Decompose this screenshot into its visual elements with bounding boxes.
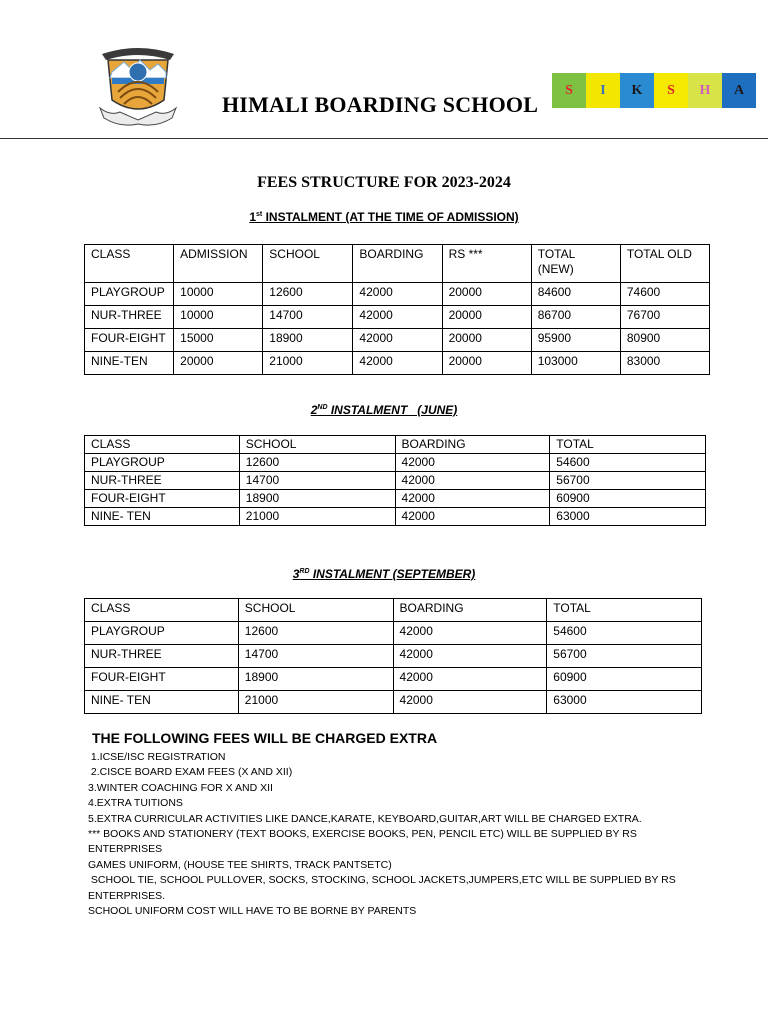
column-header: BOARDING [395, 436, 550, 454]
table-cell: 20000 [174, 352, 263, 375]
table-header-row [85, 599, 702, 622]
table-cell: NINE- TEN [85, 508, 240, 526]
list-item: *** BOOKS AND STATIONERY (TEXT BOOKS, EXERCISE BOOKS, PEN, PENCIL ETC) WILL BE SUPPLIED BY RS [88, 828, 637, 841]
siksha-letter-box: H [688, 73, 722, 108]
table-cell: 18900 [263, 329, 353, 352]
table-cell: 42000 [393, 622, 547, 645]
table-row [85, 691, 702, 714]
column-header: SCHOOL [238, 599, 393, 622]
school-name: HIMALI BOARDING SCHOOL [222, 92, 539, 117]
column-header: CLASS [85, 245, 174, 283]
instalment-2-title: 2ND INSTALMENT (JUNE) [310, 403, 458, 417]
table-cell: 80900 [620, 329, 709, 352]
table-row [85, 472, 706, 490]
column-header: ADMISSION [174, 245, 263, 283]
table-cell: 54600 [550, 454, 706, 472]
table-cell: 60900 [547, 668, 702, 691]
list-item: 4.EXTRA TUITIONS [88, 797, 183, 810]
table-cell: 86700 [531, 306, 620, 329]
table-cell: 42000 [353, 283, 442, 306]
table-cell: 14700 [263, 306, 353, 329]
table-cell: 10000 [174, 306, 263, 329]
table-cell: 42000 [393, 645, 547, 668]
table-row [85, 668, 702, 691]
table-cell: 21000 [263, 352, 353, 375]
column-header: BOARDING [353, 245, 442, 283]
table-cell: 63000 [550, 508, 706, 526]
extra-fees-title: THE FOLLOWING FEES WILL BE CHARGED EXTRA [92, 730, 438, 746]
column-header: SCHOOL [263, 245, 353, 283]
column-header: TOTAL [547, 599, 702, 622]
column-header: RS *** [442, 245, 531, 283]
extra-fees-list [88, 750, 688, 919]
siksha-letter-box: S [654, 73, 688, 108]
list-item: SCHOOL UNIFORM COST WILL HAVE TO BE BORNE BY PARENTS [88, 905, 417, 918]
table-header-row [85, 436, 706, 454]
table-cell: PLAYGROUP [85, 622, 239, 645]
column-header: TOTAL OLD [620, 245, 709, 283]
table-cell: 42000 [393, 668, 547, 691]
table-cell: PLAYGROUP [85, 454, 240, 472]
siksha-letter-box: S [552, 73, 586, 108]
list-item: 2.CISCE BOARD EXAM FEES (X AND XII) [88, 766, 293, 779]
table-cell: PLAYGROUP [85, 283, 174, 306]
table-cell: 74600 [620, 283, 709, 306]
table-cell: FOUR-EIGHT [85, 490, 240, 508]
table-cell: 18900 [238, 668, 393, 691]
table-cell: 76700 [620, 306, 709, 329]
table-cell: NUR-THREE [85, 472, 240, 490]
table-cell: 18900 [239, 490, 395, 508]
instalment-3-title: 3RD INSTALMENT (SEPTEMBER) [292, 567, 476, 581]
table-cell: 103000 [531, 352, 620, 375]
table-cell: NINE- TEN [85, 691, 239, 714]
table-cell: FOUR-EIGHT [85, 329, 174, 352]
column-header: TOTAL [550, 436, 706, 454]
table-row [85, 352, 710, 375]
table-cell: 12600 [239, 454, 395, 472]
list-item: SCHOOL TIE, SCHOOL PULLOVER, SOCKS, STOCKING, SCHOOL JACKETS,JUMPERS,ETC WILL BE SUPPLIED BY RS [88, 874, 676, 887]
table-cell: 21000 [239, 508, 395, 526]
table-cell: 12600 [263, 283, 353, 306]
table-cell: 56700 [550, 472, 706, 490]
table-cell: 20000 [442, 283, 531, 306]
instalment-3-table [84, 598, 702, 714]
table-cell: 95900 [531, 329, 620, 352]
table-row [85, 645, 702, 668]
siksha-logo [552, 73, 756, 108]
table-cell: 84600 [531, 283, 620, 306]
table-cell: 15000 [174, 329, 263, 352]
column-header: CLASS [85, 599, 239, 622]
table-cell: 42000 [395, 508, 550, 526]
header-divider [0, 138, 768, 139]
table-row [85, 508, 706, 526]
table-cell: 83000 [620, 352, 709, 375]
list-item: ENTERPRISES [88, 843, 163, 856]
fees-structure-title: FEES STRUCTURE FOR 2023-2024 [257, 174, 511, 191]
table-cell: 20000 [442, 306, 531, 329]
table-cell: 42000 [395, 472, 550, 490]
siksha-letter-box: K [620, 73, 654, 108]
column-header: CLASS [85, 436, 240, 454]
column-header: SCHOOL [239, 436, 395, 454]
table-cell: NINE-TEN [85, 352, 174, 375]
list-item: GAMES UNIFORM, (HOUSE TEE SHIRTS, TRACK PANTSETC) [88, 858, 392, 871]
table-row [85, 306, 710, 329]
table-cell: 42000 [393, 691, 547, 714]
column-header: BOARDING [393, 599, 547, 622]
list-item: 1.ICSE/ISC REGISTRATION [88, 751, 226, 763]
list-item: 5.EXTRA CURRICULAR ACTIVITIES LIKE DANCE,KARATE, KEYBOARD,GUITAR,ART WILL BE CHARGED EXTRA. [88, 812, 642, 825]
list-item: ENTERPRISES. [88, 889, 166, 902]
table-cell: NUR-THREE [85, 645, 239, 668]
table-cell: 14700 [238, 645, 393, 668]
table-cell: 42000 [395, 490, 550, 508]
list-item: 3.WINTER COACHING FOR X AND XII [88, 781, 273, 794]
table-cell: 14700 [239, 472, 395, 490]
table-cell: 21000 [238, 691, 393, 714]
siksha-letter-box: A [722, 73, 756, 108]
column-header: TOTAL (NEW) [531, 245, 620, 283]
table-cell: 42000 [353, 306, 442, 329]
table-row [85, 329, 710, 352]
table-row [85, 454, 706, 472]
table-cell: 20000 [442, 329, 531, 352]
table-cell: 42000 [353, 352, 442, 375]
table-cell: 60900 [550, 490, 706, 508]
siksha-letter-box: I [586, 73, 620, 108]
table-cell: FOUR-EIGHT [85, 668, 239, 691]
table-cell: 12600 [238, 622, 393, 645]
table-cell: 42000 [353, 329, 442, 352]
instalment-1-title: 1st INSTALMENT (AT THE TIME OF ADMISSION) [249, 210, 519, 224]
table-cell: NUR-THREE [85, 306, 174, 329]
table-cell: 54600 [547, 622, 702, 645]
table-row [85, 283, 710, 306]
school-crest-logo [98, 42, 178, 128]
table-header-row [85, 245, 710, 283]
table-cell: 56700 [547, 645, 702, 668]
table-row [85, 622, 702, 645]
table-cell: 20000 [442, 352, 531, 375]
table-cell: 63000 [547, 691, 702, 714]
instalment-2-table [84, 435, 706, 526]
table-cell: 42000 [395, 454, 550, 472]
instalment-1-table [84, 244, 710, 375]
table-row [85, 490, 706, 508]
table-cell: 10000 [174, 283, 263, 306]
